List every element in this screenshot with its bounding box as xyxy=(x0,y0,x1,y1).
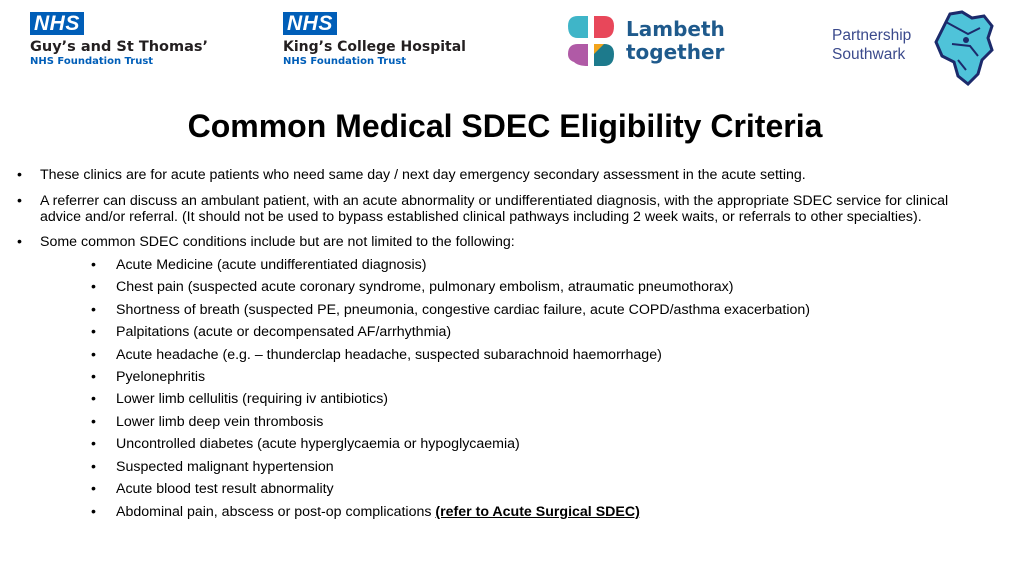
condition-item: • Acute blood test result abnormality xyxy=(116,481,986,497)
condition-item: • Shortness of breath (suspected PE, pneumonia, congestive cardiac failure, acute COPD/asthma exacerbation) xyxy=(116,302,986,318)
refer-surgical-sdec-note: (refer to Acute Surgical SDEC) xyxy=(435,504,640,520)
bullet-item: • Some common SDEC conditions include but are not limited to the following: xyxy=(40,235,990,251)
nhs-badge: NHS xyxy=(283,12,337,35)
condition-item: • Lower limb cellulitis (requiring iv antibiotics) xyxy=(116,391,986,407)
condition-item: • Chest pain (suspected acute coronary syndrome, pulmonary embolism, atraumatic pneumothorax) xyxy=(116,279,986,295)
condition-item: • Acute headache (e.g. – thunderclap headache, suspected subarachnoid haemorrhage) xyxy=(116,347,986,363)
bullet-item: • These clinics are for acute patients who need same day / next day emergency secondary assessment in the acute setting. xyxy=(40,168,990,184)
condition-item xyxy=(116,504,986,520)
condition-item: • Palpitations (acute or decompensated AF/arrhythmia) xyxy=(116,324,986,340)
condition-item: • Acute Medicine (acute undifferentiated diagnosis) xyxy=(116,257,986,273)
trust-subtitle: NHS Foundation Trust xyxy=(283,56,407,67)
trust-name: Guy’s and St Thomas’ xyxy=(30,39,209,55)
lambeth-petals-icon xyxy=(566,14,618,68)
trust-subtitle: NHS Foundation Trust xyxy=(30,56,154,67)
lambeth-together-logo xyxy=(566,14,725,68)
bullet-item: • A referrer can discuss an ambulant patient, with an acute abnormality or undifferentiated diagnosis, with the appropriate SDEC service for clinical advice and/or referral. (It should not be used to bypass established clinical pathways including 2 week waits, or referrals to other specialties). xyxy=(40,194,990,225)
kch-logo xyxy=(283,12,466,68)
lambeth-line1: Lambeth xyxy=(626,17,725,41)
condition-item: • Suspected malignant hypertension xyxy=(116,459,986,475)
southwark-line1: Partnership xyxy=(832,27,912,44)
condition-item: • Pyelonephritis xyxy=(116,369,986,385)
nhs-badge: NHS xyxy=(30,12,84,35)
page-title: Common Medical SDEC Eligibility Criteria xyxy=(187,108,823,144)
gstt-logo xyxy=(30,12,208,68)
condition-item: • Uncontrolled diabetes (acute hyperglycaemia or hypoglycaemia) xyxy=(116,436,986,452)
southwark-line2: Southwark xyxy=(832,46,906,63)
condition-item: • Lower limb deep vein thrombosis xyxy=(116,414,986,430)
southwark-map-icon xyxy=(932,10,996,86)
partnership-southwark-logo xyxy=(832,10,1002,88)
trust-name: King’s College Hospital xyxy=(283,39,466,55)
lambeth-line2: together xyxy=(626,40,725,64)
condition-text: Abdominal pain, abscess or post-op complications xyxy=(116,504,436,520)
